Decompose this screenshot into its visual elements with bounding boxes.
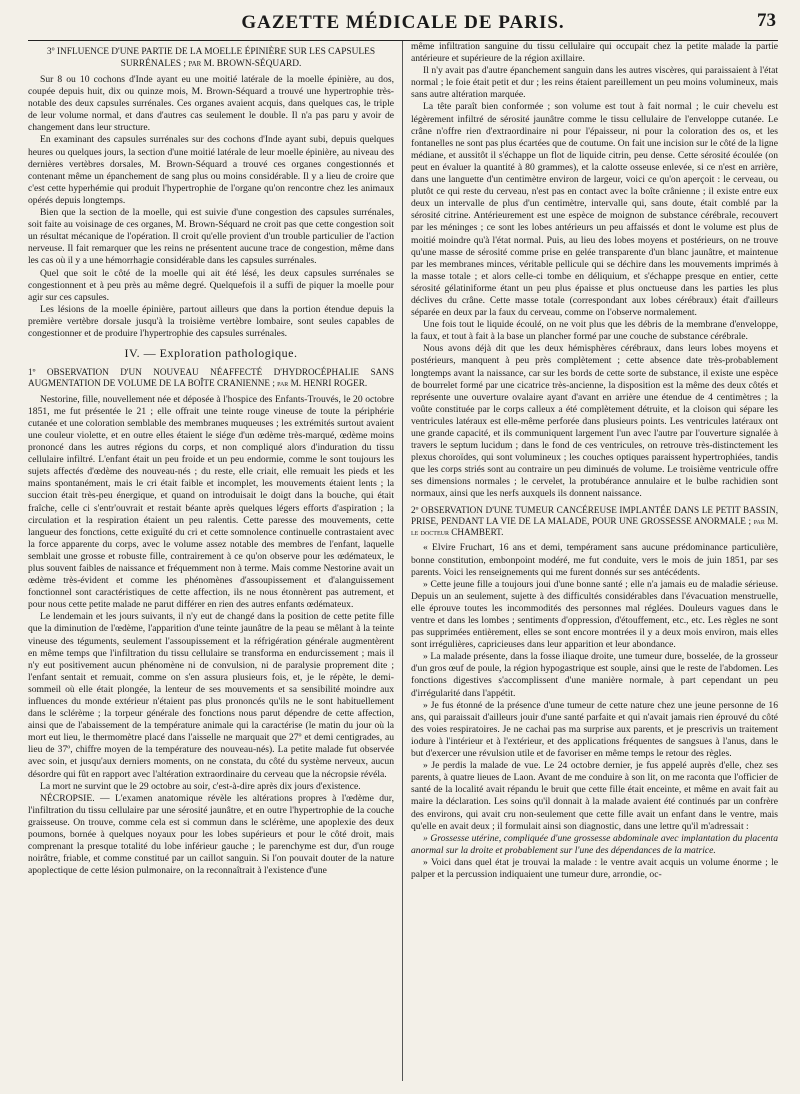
paragraph: Une fois tout le liquide écoulé, on ne voit plus que les débris de la membrane d'enveloppe, la faux, et tout à fait à la base un plancher formé par une couche de substance cérébrale.: [411, 319, 778, 343]
two-column-body: [28, 41, 778, 1081]
running-head: [28, 6, 778, 41]
paragraph: » Voici dans quel état je trouvai la malade : le ventre avait acquis un volume énorme ; le palper et la percussion indiquaient une tumeur dure, arrondie, oc-: [411, 856, 778, 880]
paragraph: Nous avons déjà dit que les deux hémisphères cérébraux, dans leurs lobes moyens et postérieurs, manquent à peu près complètement ; cette absence date très-probablement longtemps avant la naissance, car sur les bords de cette sorte de substance, il existe une espèce de bourrelet formé par une cicatrice très-ancienne, la disposition est la même des deux côtés et représente une ouverture ovalaire ayant d'avant en arrière une étendue de 4 centimètres ; la voûte constituée par le corps calleux a été complètement détruite, et la cloison qui sépare les ventricules latéraux est elle-même perforée dans plusieurs points. Les ventricules latéraux ont une grande capacité, et ils communiquent largement l'un avec l'autre par l'ouverture signalée à travers le septum lucidum ; dans le fond de ces ventricules, on retrouve très-distinctement les plexus choroïdes, qui sont volumineux ; les couches optiques paraissent hypertrophiées, tandis que les corps striés sont au contraire un peu diminués de volume. Le troisième ventricule offre ses dimensions normales ; le cervelet, la protubérance annulaire et le bulbe rachidien sont normaux, ainsi que les nerfs auxquels ils donnent naissance.: [411, 343, 778, 500]
journal-title: GAZETTE MÉDICALE DE PARIS.: [241, 12, 565, 33]
paragraph: NÉCROPSIE. — L'examen anatomique révèle les altérations propres à l'œdème dur, l'infiltration du tissu cellulaire par une sérosité jaunâtre, et en outre l'hypertrophie de la couche graisseuse. On trouve, comme cela est si commun dans le sclérème, une apoplexie des deux poumons, bornée à quelques noyaux pour les lobes supérieurs et pour le côté droit, mais comprenant la presque totalité du lobe inférieur gauche ; le parenchyme est dur, d'un rouge noirâtre, friable, et comme constitué par un caillot sanguin. Si l'on pouvait douter de la nature apoplectique de cette lésion pulmonaire, on la reconnaîtrait à l'existence d'une: [28, 792, 394, 877]
right-column: [403, 41, 778, 1081]
paragraph: même infiltration sanguine du tissu cellulaire qui occupait chez la petite malade la partie antérieure et supérieure de la région axillaire.: [411, 41, 778, 65]
section-4-title: IV. — Exploration pathologique.: [124, 346, 298, 361]
observation-1-title: 1º OBSERVATION D'UN NOUVEAU NÉAFFECTÉ D'HYDROCÉPHALIE SANS AUGMENTATION DE VOLUME DE LA BOÎTE CRANIENNE ; par M. HENRI ROGER.: [28, 367, 394, 389]
left-column: [28, 41, 403, 1081]
page-number: 73: [757, 10, 776, 31]
paragraph: » La malade présente, dans la fosse iliaque droite, une tumeur dure, bosselée, de la grosseur d'un gros œuf de poule, la région hypogastrique est souple, ainsi que le reste de l'abdomen. Les fonctions digestives s'accomplissent d'une manière normale, à part cependant un peu d'irrégularité dans l'appétit.: [411, 651, 778, 699]
paragraph: Le lendemain et les jours suivants, il n'y eut de changé dans la position de cette petite fille que la diminution de l'œdème, l'apparition d'une teinte jaunâtre de la peau se mêlant à la teinte vineuse des téguments, seulement l'assoupissement et la réfrigération générale augmentèrent en même temps que l'infiltration du tissu cellulaire se transforma en endurcissement ; mais il n'y eut positivement aucun phénomène ni de convulsion, ni de paralysie proprement dite ; l'enfant sentait et remuait, comme on s'en assura plusieurs fois, et, je le répète, le demi-sommeil où elle était plongée, la lenteur de ses mouvements et sa sensibilité moindre aux influences du monde extérieur n'étaient pas plus prononcés qu'ils ne le sont habituellement dans le sclérème ; la torpeur générale des fonctions nous parut dépendre de cette affection, ainsi que de l'abaissement de la température animale qui la caractérise (le matin du jour où la mort eut lieu, le thermomètre placé dans l'aisselle ne marquait que 27º et demi centigrades, au lieu de 37º, chiffre moyen de la température des nouveau-nés). La petite malade fut observée avec soin, et jusqu'aux derniers moments, on ne constata, du côté du système nerveux, aucun désordre qui fût en rapport avec l'altération extraordinaire du cerveau que la nécropsie révéla.: [28, 611, 394, 780]
paragraph: Les lésions de la moelle épinière, partout ailleurs que dans la portion étendue depuis la première vertèbre dorsale jusqu'à la troisième vertèbre lombaire, sont seules capables de congestionner et de produire l'hypertrophie des capsules surrénales.: [28, 303, 394, 339]
paragraph: Quel que soit le côté de la moelle qui ait été lésé, les deux capsules surrénales se congestionnent et à peu près au même degré. Quelquefois il a suffi de piquer la moelle pour agir sur ces capsules.: [28, 267, 394, 303]
paragraph: » Je fus étonné de la présence d'une tumeur de cette nature chez une jeune personne de 16 ans, qui paraissait d'ailleurs jouir d'une santé parfaite et qui n'avait jamais rien éprouvé du côté des voies respiratoires. Je ne cachai pas ma surprise aux parents, et je prescrivis un traitement iodure à l'intérieur et à l'extérieur, et des applications fréquentes de sangsues à l'anus, dans le but d'exercer une révulsion utile et de favoriser en même temps le retour des règles.: [411, 699, 778, 760]
observation-2-title: 2º OBSERVATION D'UNE TUMEUR CANCÉREUSE IMPLANTÉE DANS LE PETIT BASSIN, PRISE, PENDANT LA VIE DE LA MALADE, POUR UNE GROSSESSE ANORMALE ; par M. le docteur CHAMBERT.: [411, 504, 778, 538]
paragraph: La mort ne survint que le 29 octobre au soir, c'est-à-dire après dix jours d'existence.: [40, 780, 361, 792]
paragraph: « Elvire Fruchart, 16 ans et demi, tempérament sans aucune prédominance particulière, bonne constitution, embonpoint modéré, me fut conduite, vers le mois de juin 1851, par ses parents. Voici les renseignements qui me furent donnés sur ses antécédents.: [411, 542, 778, 578]
paragraph: Il n'y avait pas d'autre épanchement sanguin dans les autres viscères, qui paraissaient à l'état normal ; le foie était petit et dur ; les reins étaient pareillement un peu moins volumineux, mais sans autre altération marquée.: [411, 65, 778, 101]
paragraph: » Je perdis la malade de vue. Le 24 octobre dernier, je fus appelé auprès d'elle, chez ses parents, à quatre lieues de Laon. Avant de me conduire à son lit, on me raconta que l'officier de santé de la localité avait répandu le bruit que cette fille était enceinte, et même en avait fait au maire la déclaration. Les soins qu'il donnait à la malade avaient été continués par un confrère des environs, qui avait cru non-seulement que cette fille avait un enfant dans le ventre, mais qu'elle en avait deux ; il formulait ainsi son diagnostic, dans une lettre qu'il m'adressait :: [411, 760, 778, 832]
diagnosis-quote: » Grossesse utérine, compliquée d'une grossesse abdominale avec implantation du placenta anormal sur la droite et probablement sur l'une des dépendances de la matrice.: [411, 832, 778, 856]
paragraph: » Cette jeune fille a toujours joui d'une bonne santé ; elle n'a jamais eu de maladie sérieuse. Depuis un an seulement, sujette à des difficultés considérables dans l'évacuation menstruelle, elle éprouve toutes les incommodités des personnes mal réglées. Douleurs vagues dans le ventre et dans les lombes ; sentiments d'oppression, d'étouffement, etc., etc. Les règles ne sont pas supprimées entièrement, elles se sont encore montrées il y a deux mois environ, mais elles sont irrégulières, capricieuses dans leur apparition et leur abondance.: [411, 578, 778, 651]
paragraph: Nestorine, fille, nouvellement née et déposée à l'hospice des Enfants-Trouvés, le 20 octobre 1851, me fut présentée le 21 ; elle offrait une teinte rouge vineuse de toute la périphérie cutanée et une coloration semblable des membranes muqueuses ; les extrémités surtout avaient une couleur violette, et en outre elles étaient le siége d'un œdème très-marqué, œdème moins prononcé dans les autres régions du corps, et non compliqué alors d'induration du tissu cellulaire infiltré. L'enfant était un peu froide et un peu endormie, comme le sont toujours les sujets affectés d'œdème des nouveau-nés ; du reste, elle criait, elle remuait les pieds et les mains spontanément, mais le cri était faible et incomplet, les mouvements étaient lents ; la succion était très-peu énergique, et quand on introduisait le doigt dans la bouche, qui était fraîche, celle ci s'entr'ouvrait et restait béante après quelques légers efforts d'aspiration ; la circulation et la respiration étaient un peu ralentis. Cette paresse des mouvements, cette langueur des fonctions, cette exiguïté du cri et cette somnolence continuelle contrastaient avec la force apparente du corps, avec le volume assez notable des membres de l'enfant, laquelle semblait une grosse et robuste fille, contrairement à ce qu'on observe pour les œdémateux, le plus souvent faibles de naissance et fréquemment non à terme. Mais comme Nestorine avait un œdème très-évident et comme les phénomènes d'assoupissement et d'alanguissement fonctionnel sont caractéristiques de cette affection, ils ne nous étonnèrent pas autrement, et pour nous cette petite malade ne parut différer en rien des autres enfants œdémateux.: [28, 393, 394, 611]
section-3-title: 3º INFLUENCE D'UNE PARTIE DE LA MOELLE ÉPINIÈRE SUR LES CAPSULES SURRÉNALES ; par M. BROWN-SÉQUARD.: [46, 47, 376, 69]
paragraph: La tête paraît bien conformée ; son volume est tout à fait normal ; le cuir chevelu est légèrement infiltré de sérosité jaunâtre comme le tissu cellulaire de l'enveloppe cutanée. Le crâne n'offre rien d'extraordinaire ni pour l'épaisseur, ni pour la coloration des os, et les fontanelles ne sont pas plus écartées que de coutume. On fait une incision sur le côté de la ligne médiane, et aussitôt il s'échappe un flot de liquide citrin, peu dense. Cette sérosité écoulée (on peut en évaluer la quantité à 80 grammes), et la calotte osseuse enlevée, si ce n'est en arrière, dans une languette d'un centimètre environ de largeur, voici ce qu'on aperçoit : le cerveau, ou plutôt ce qui reste du cerveau, n'est pas en contact avec la boîte crânienne ; il existe entre eux deux un intervalle de plus d'un centimètre, intervalle qui, sans doute, était comblé par la sérosité citrine. Antérieurement est une espèce de moignon de substance cérébrale, recouvert par les méninges ; ce sont les lobes antérieurs un peu affaissés et dont le volume est plus de moitié moindre qu'à l'état normal. Puis, au lieu des lobes moyens et postérieurs, on ne trouve qu'une masse de sérosité comme prise en gelée transparente d'un blanc jaunâtre, et maintenue par les membranes minces, véritable pellicule qui se déchire dans les mouvements imprimés à la masse totale ; et alors celle-ci tombe en déliquium, et s'échappe presque en entier, cette sérosité gélatiniforme étant un peu plus épaisse et plus onctueuse dans les parties les plus déclives du crâne. Cette masse totale (correspondant aux lobes cérébraux) était d'ailleurs séparée en deux par la faux du cerveau, comme on l'observe normalement.: [411, 101, 778, 319]
paragraph: En examinant des capsules surrénales sur des cochons d'Inde ayant subi, depuis quelques heures ou quelques jours, la section d'une moitié latérale de leur moelle épinière, au niveau des dernières vertèbres dorsales, M. Brown-Séquard a trouvé ces organes congestionnés et contenant même un épanchement de sang plus ou moins considérable. Il y a lieu de croire que c'est cette hyperhémie qui produit l'hypertrophie de l'organe qu'on rencontre chez les animaux opérés depuis longtemps.: [28, 134, 394, 206]
paragraph: Sur 8 ou 10 cochons d'Inde ayant eu une moitié latérale de la moelle épinière, au dos, coupée depuis huit, dix ou quinze mois, M. Brown-Séquard a trouvé une hypertrophie très-notable des deux capsules surrénales. Ces organes avaient acquis, dans quelques cas, le triple de leur volume normal, et dans d'autres cas seulement le double. Il n'a pas paru y avoir de changement dans leur structure.: [28, 74, 394, 134]
paragraph: Bien que la section de la moelle, qui est suivie d'une congestion des capsules surrénales, soit faite au voisinage de ces organes, M. Brown-Séquard ne croit pas que cette congestion soit un résultat mécanique de l'opération. Il croit qu'elle provient d'un trouble particulier de l'action nerveuse. Il fait remarquer que les reins ne présentent aucune trace de congestion, même dans les cas où il y a une hémorrhagie considérable dans les capsules surrénales.: [28, 207, 394, 267]
